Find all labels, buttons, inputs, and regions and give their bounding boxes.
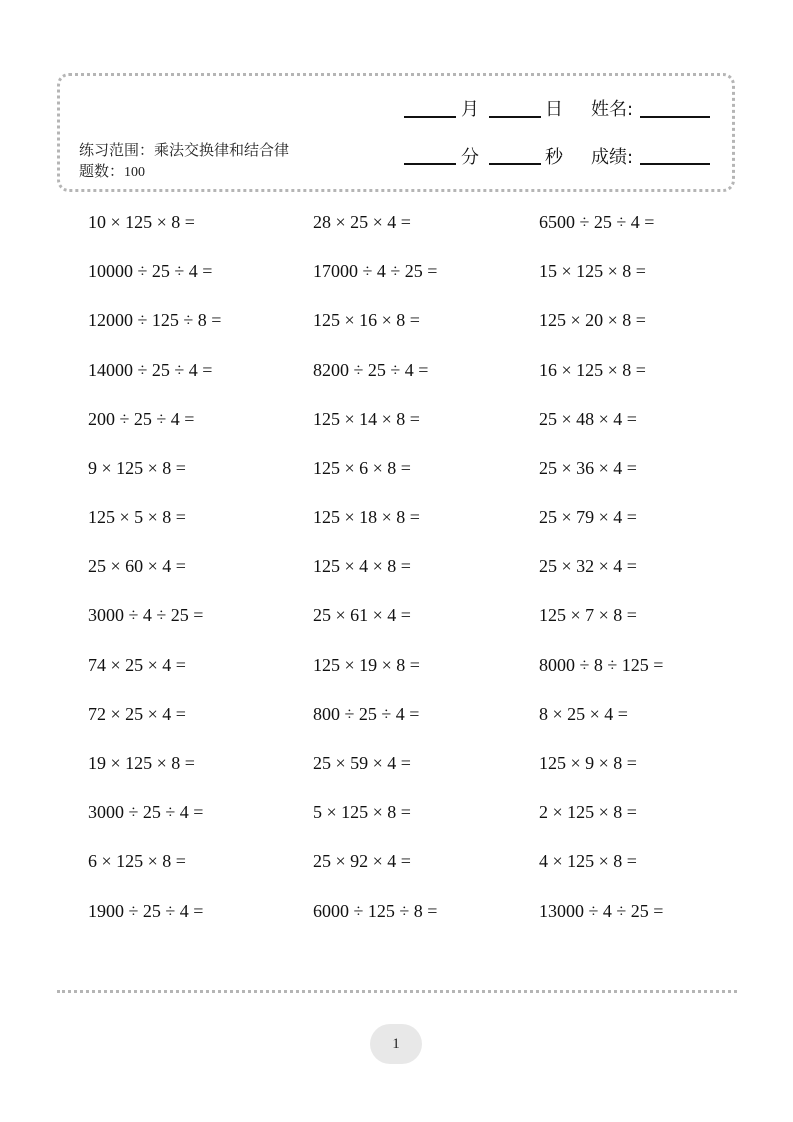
minute-blank[interactable] (404, 163, 456, 165)
score-blank[interactable] (640, 163, 710, 165)
problem-c2-r15: 6000 ÷ 125 ÷ 8 = (313, 901, 438, 921)
problem-c2-r13: 5 × 125 × 8 = (313, 802, 411, 822)
problem-c1-r11: 72 × 25 × 4 = (88, 704, 186, 724)
score-label: 成绩: (591, 147, 634, 168)
problem-c1-r14: 6 × 125 × 8 = (88, 851, 186, 871)
problem-c1-r6: 9 × 125 × 8 = (88, 458, 186, 478)
problem-c2-r6: 125 × 6 × 8 = (313, 458, 411, 478)
problem-c2-r14: 25 × 92 × 4 = (313, 851, 411, 871)
problem-c3-r5: 25 × 48 × 4 = (539, 409, 637, 429)
problem-c2-r7: 125 × 18 × 8 = (313, 507, 420, 527)
problem-c1-r2: 10000 ÷ 25 ÷ 4 = (88, 261, 213, 281)
problem-c1-r7: 125 × 5 × 8 = (88, 507, 186, 527)
month-label: 月 (461, 99, 479, 120)
page-number: 1 (392, 1035, 400, 1052)
problem-c1-r10: 74 × 25 × 4 = (88, 655, 186, 675)
problem-c2-r12: 25 × 59 × 4 = (313, 753, 411, 773)
problem-c1-r1: 10 × 125 × 8 = (88, 212, 195, 232)
problem-c2-r11: 800 ÷ 25 ÷ 4 = (313, 704, 420, 724)
problem-c3-r8: 25 × 32 × 4 = (539, 556, 637, 576)
problem-c2-r2: 17000 ÷ 4 ÷ 25 = (313, 261, 438, 281)
problem-c1-r12: 19 × 125 × 8 = (88, 753, 195, 773)
name-blank[interactable] (640, 116, 710, 118)
problem-c3-r3: 125 × 20 × 8 = (539, 310, 646, 330)
problem-c1-r9: 3000 ÷ 4 ÷ 25 = (88, 605, 204, 625)
problem-c3-r7: 25 × 79 × 4 = (539, 507, 637, 527)
footer-divider (57, 990, 737, 993)
problem-c3-r6: 25 × 36 × 4 = (539, 458, 637, 478)
problem-c1-r5: 200 ÷ 25 ÷ 4 = (88, 409, 195, 429)
second-label: 秒 (545, 147, 563, 168)
problem-c3-r11: 8 × 25 × 4 = (539, 704, 628, 724)
problem-c1-r3: 12000 ÷ 125 ÷ 8 = (88, 310, 222, 330)
problem-c3-r10: 8000 ÷ 8 ÷ 125 = (539, 655, 664, 675)
second-blank[interactable] (489, 163, 541, 165)
problem-c2-r10: 125 × 19 × 8 = (313, 655, 420, 675)
day-blank[interactable] (489, 116, 541, 118)
name-label: 姓名: (591, 99, 634, 120)
problem-c3-r15: 13000 ÷ 4 ÷ 25 = (539, 901, 664, 921)
problem-c2-r5: 125 × 14 × 8 = (313, 409, 420, 429)
minute-label: 分 (461, 147, 479, 168)
problem-c3-r12: 125 × 9 × 8 = (539, 753, 637, 773)
problem-c3-r4: 16 × 125 × 8 = (539, 360, 646, 380)
month-blank[interactable] (404, 116, 456, 118)
problem-c1-r15: 1900 ÷ 25 ÷ 4 = (88, 901, 204, 921)
practice-info (79, 140, 299, 183)
problem-c1-r13: 3000 ÷ 25 ÷ 4 = (88, 802, 204, 822)
problem-c3-r2: 15 × 125 × 8 = (539, 261, 646, 281)
page-number-badge (370, 1024, 422, 1064)
question-count-label: 题数： (79, 162, 125, 180)
problem-c2-r4: 8200 ÷ 25 ÷ 4 = (313, 360, 429, 380)
problem-c3-r14: 4 × 125 × 8 = (539, 851, 637, 871)
problem-c2-r9: 25 × 61 × 4 = (313, 605, 411, 625)
problem-c1-r4: 14000 ÷ 25 ÷ 4 = (88, 360, 213, 380)
day-label: 日 (545, 99, 563, 120)
problem-c3-r9: 125 × 7 × 8 = (539, 605, 637, 625)
practice-range-text: 练习范围：乘法交换律和结合律 (79, 141, 290, 159)
problem-c3-r13: 2 × 125 × 8 = (539, 802, 637, 822)
question-count-line (79, 161, 299, 183)
problem-c3-r1: 6500 ÷ 25 ÷ 4 = (539, 212, 655, 232)
problem-c1-r8: 25 × 60 × 4 = (88, 556, 186, 576)
problem-c2-r3: 125 × 16 × 8 = (313, 310, 420, 330)
problem-c2-r8: 125 × 4 × 8 = (313, 556, 411, 576)
question-count-value: 100 (124, 165, 146, 180)
problem-c2-r1: 28 × 25 × 4 = (313, 212, 411, 232)
